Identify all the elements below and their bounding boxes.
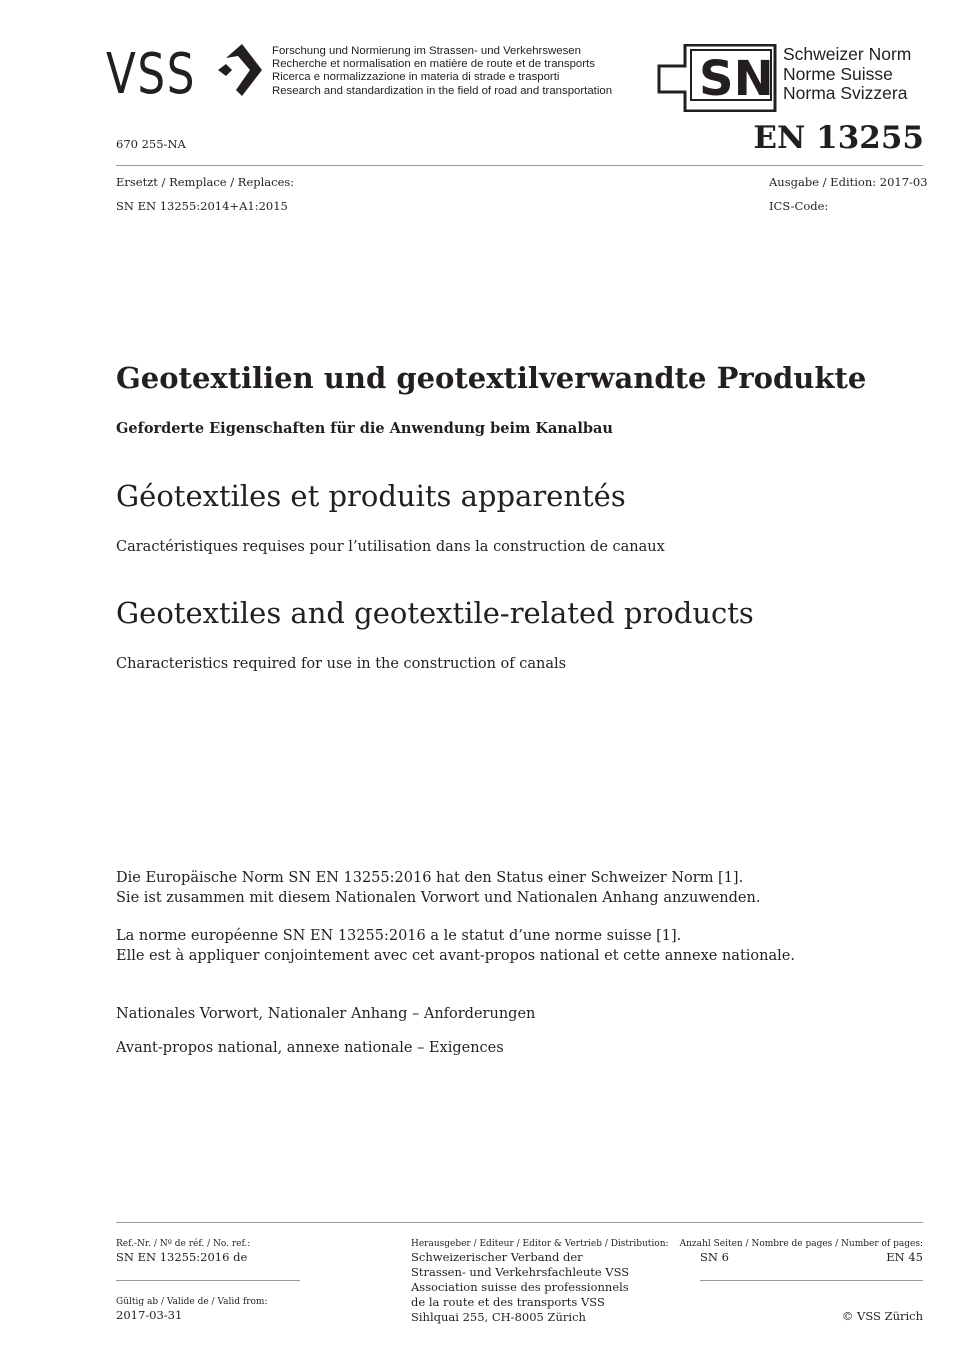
- vss-logo-mark: [106, 40, 266, 102]
- pages-label: Anzahl Seiten / Nombre de pages / Number of pages:: [679, 1239, 923, 1249]
- valid-label: Gültig ab / Valide de / Valid from:: [116, 1297, 268, 1307]
- publisher-line: Sihlquai 255, CH-8005 Zürich: [411, 1310, 586, 1324]
- tagline-de: Forschung und Normierung im Strassen- und Verkehrswesen: [272, 45, 581, 57]
- publisher-address: [411, 1250, 629, 1325]
- footer-col3-divider: [700, 1280, 923, 1281]
- publisher-line: de la route et des transports VSS: [411, 1295, 605, 1309]
- ref-number: 670 255-NA: [116, 137, 186, 151]
- copyright: © VSS Zürich: [841, 1309, 923, 1323]
- replaces-value: SN EN 13255:2014+A1:2015: [116, 199, 288, 213]
- edition: Ausgabe / Edition: 2017-03: [769, 175, 928, 189]
- publisher-line: Schweizerischer Verband der: [411, 1250, 583, 1264]
- status-fr-line1: La norme européenne SN EN 13255:2016 a le statut d’une norme suisse [1].: [116, 928, 682, 944]
- footer-col1-divider: [116, 1280, 300, 1281]
- pages-en: EN 45: [886, 1250, 923, 1264]
- footer-divider: [116, 1222, 923, 1223]
- ref-value: SN EN 13255:2016 de: [116, 1250, 248, 1264]
- title-de: Geotextilien und geotextilverwandte Produkte: [116, 361, 867, 395]
- national-de: Nationales Vorwort, Nationaler Anhang – Anforderungen: [116, 1006, 536, 1022]
- publisher-label: Herausgeber / Editeur / Editor & Vertrieb / Distribution:: [411, 1239, 669, 1249]
- sn-name-fr: Norme Suisse: [783, 63, 893, 84]
- standard-number: EN 13255: [753, 120, 924, 156]
- title-fr: Géotextiles et produits apparentés: [116, 479, 626, 513]
- ics-code: ICS-Code:: [769, 199, 829, 213]
- valid-value: 2017-03-31: [116, 1308, 183, 1322]
- title-en: Geotextiles and geotextile-related products: [116, 596, 754, 630]
- swiss-cross-icon: [657, 44, 783, 112]
- status-fr-line2: Elle est à appliquer conjointement avec cet avant-propos national et cette annexe nationale.: [116, 947, 795, 964]
- tagline-en: Research and standardization in the field of road and transportation: [272, 84, 613, 97]
- sn-names: [783, 45, 911, 104]
- publisher-line: Association suisse des professionnels: [411, 1280, 629, 1294]
- vss-logo: [106, 40, 266, 102]
- sn-logo: [657, 44, 783, 112]
- sn-name-it: Norma Svizzera: [783, 83, 908, 103]
- subtitle-en: Characteristics required for use in the construction of canals: [116, 656, 567, 672]
- pages-sn: SN 6: [700, 1250, 729, 1264]
- national-fr: Avant-propos national, annexe nationale – Exigences: [116, 1040, 504, 1056]
- ref-label: Ref.-Nr. / Nº de réf. / No. ref.:: [116, 1239, 251, 1249]
- tagline-it: Ricerca e normalizzazione in materia di strade e trasporti: [272, 71, 560, 84]
- status-de-line1: Die Europäische Norm SN EN 13255:2016 hat den Status einer Schweizer Norm [1].: [116, 870, 744, 886]
- subtitle-fr: Caractéristiques requises pour l’utilisation dans la construction de canaux: [116, 539, 665, 555]
- replaces-label: Ersetzt / Remplace / Replaces:: [116, 175, 295, 189]
- tagline-fr: Recherche et normalisation en matière de route et de transports: [272, 58, 595, 71]
- status-de-line2: Sie ist zusammen mit diesem Nationalen Vorwort und Nationalen Anhang anzuwenden.: [116, 889, 761, 906]
- vss-taglines: [272, 45, 612, 98]
- sn-logo-letters: SN: [699, 51, 774, 107]
- header-divider: [116, 165, 923, 166]
- status-de: [116, 869, 760, 908]
- vss-logo-letters: VSS: [106, 40, 196, 102]
- subtitle-de: Geforderte Eigenschaften für die Anwendung beim Kanalbau: [116, 420, 613, 437]
- publisher-line: Strassen- und Verkehrsfachleute VSS: [411, 1265, 630, 1279]
- sn-name-de: Schweizer Norm: [783, 44, 912, 64]
- status-fr: [116, 927, 795, 966]
